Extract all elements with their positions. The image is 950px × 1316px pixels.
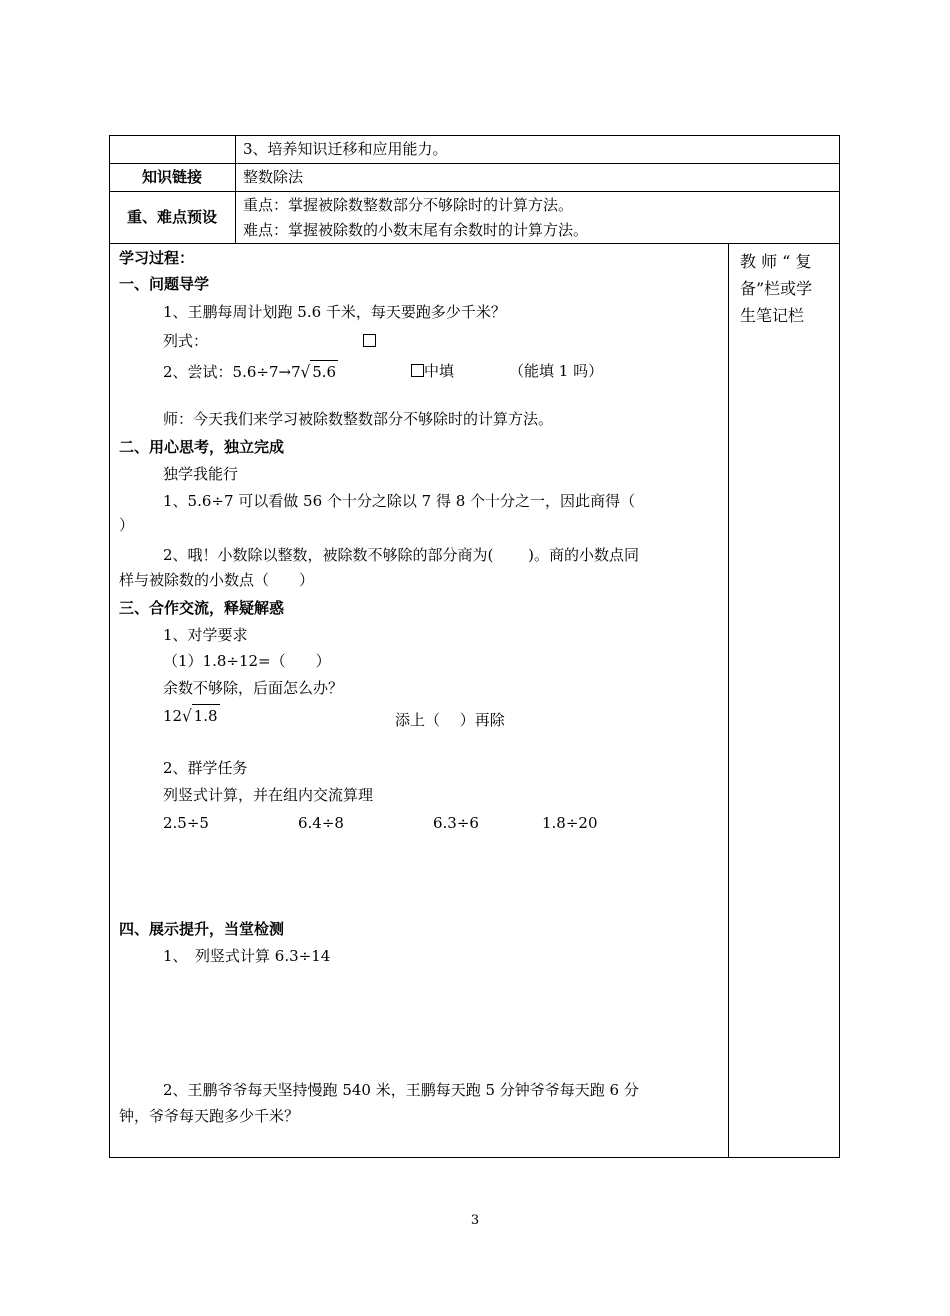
row-divider [109, 191, 840, 192]
section-1-title: 一、问题导学 [119, 275, 210, 293]
answer-box[interactable] [363, 330, 376, 352]
ld-divisor: 7 [291, 363, 301, 381]
notes-column-line-1: 教 师 “ 复 [740, 252, 812, 271]
expression-2: 6.4÷8 [298, 814, 344, 832]
page-number: 3 [470, 1213, 480, 1228]
formula-label: 列式： [163, 332, 209, 350]
keypoint-text: 重点：掌握被除数整数部分不够除时的计算方法。 [243, 196, 574, 214]
process-title: 学习过程： [119, 249, 195, 267]
section-4-question-2b: 钟，爷爷每天跑多少千米？ [119, 1107, 300, 1125]
section-4-title: 四、展示提升，当堂检测 [119, 920, 285, 938]
add-zero-hint: 添上（ ）再除 [395, 711, 505, 729]
section-1-question-1: 1、王鹏每周计划跑 5.6 千米，每天要跑多少千米？ [163, 303, 506, 321]
empty-square-icon [363, 334, 376, 347]
row-divider [109, 243, 840, 244]
remainder-question: 余数不够除，后面怎么办？ [163, 679, 344, 697]
lesson-table [109, 135, 840, 1158]
section-3-title: 三、合作交流，释疑解惑 [119, 599, 285, 617]
difficulty-text: 难点：掌握被除数的小数末尾有余数时的计算方法。 [243, 221, 589, 239]
ld-dividend: 5.6 [310, 360, 338, 383]
section-2-question-1a: 1、5.6÷7 可以看做 56 个十分之除以 7 得 8 个十分之一，因此商得（ [163, 492, 636, 510]
teacher-statement: 师：今天我们来学习被除数整数部分不够除时的计算方法。 [163, 410, 554, 428]
section-2-question-2a: 2、哦！小数除以整数，被除数不够除的部分商为( )。商的小数点同 [163, 546, 640, 564]
try-text: 2、尝试：5.6÷7→ [163, 363, 292, 381]
can-fill-question: （能填 1 吗） [509, 362, 604, 380]
fill-text: 中填 [424, 362, 455, 380]
knowledge-link-label: 知识链接 [141, 168, 202, 186]
fill-box-line [411, 360, 454, 382]
empty-square-icon [411, 364, 424, 377]
section-4-question-2a: 2、王鹏爷爷每天坚持慢跑 540 米，王鹏每天跑 5 分钟爷爷每天跑 6 分 [163, 1081, 639, 1099]
group-task-label: 2、群学任务 [163, 759, 248, 777]
table-border-bottom [109, 1157, 840, 1158]
notes-column-divider [728, 243, 729, 1157]
notes-column-line-2: 备”栏或学 [740, 279, 813, 298]
table-border-top [109, 135, 840, 136]
section-2-question-2b: 样与被除数的小数点（ ） [119, 571, 315, 589]
label-column-divider [235, 135, 236, 243]
knowledge-link-value: 整数除法 [243, 168, 304, 186]
table-border-left [109, 135, 110, 1158]
section-4-question-1: 1、 列竖式计算 6.3÷14 [163, 947, 331, 965]
radical-icon: √ [182, 706, 192, 726]
expression-3: 6.3÷6 [433, 814, 479, 832]
exercise-1: （1）1.8÷12=（ ） [163, 652, 331, 670]
group-task-instruction: 列竖式计算，并在组内交流算理 [163, 786, 374, 804]
expression-1: 2.5÷5 [163, 814, 209, 832]
table-border-right [839, 135, 840, 1158]
row-divider [109, 163, 840, 164]
expression-4: 1.8÷20 [542, 814, 598, 832]
long-division-1-8-by-12 [163, 704, 220, 727]
ld-dividend: 1.8 [192, 704, 220, 727]
ld-divisor: 12 [163, 707, 183, 725]
section-2-question-1b: ） [119, 516, 135, 534]
objective-item-3: 3、培养知识迁移和应用能力。 [243, 140, 448, 158]
section-2-title: 二、用心思考，独立完成 [119, 438, 285, 456]
pair-study-label: 1、对学要求 [163, 626, 248, 644]
notes-column-line-3: 生笔记栏 [740, 306, 805, 325]
long-division-5-6-by-7 [291, 360, 338, 383]
radical-icon: √ [300, 362, 311, 382]
self-study-label: 独学我能行 [163, 465, 239, 483]
keypoints-label: 重、难点预设 [126, 208, 217, 226]
try-line [163, 360, 338, 383]
